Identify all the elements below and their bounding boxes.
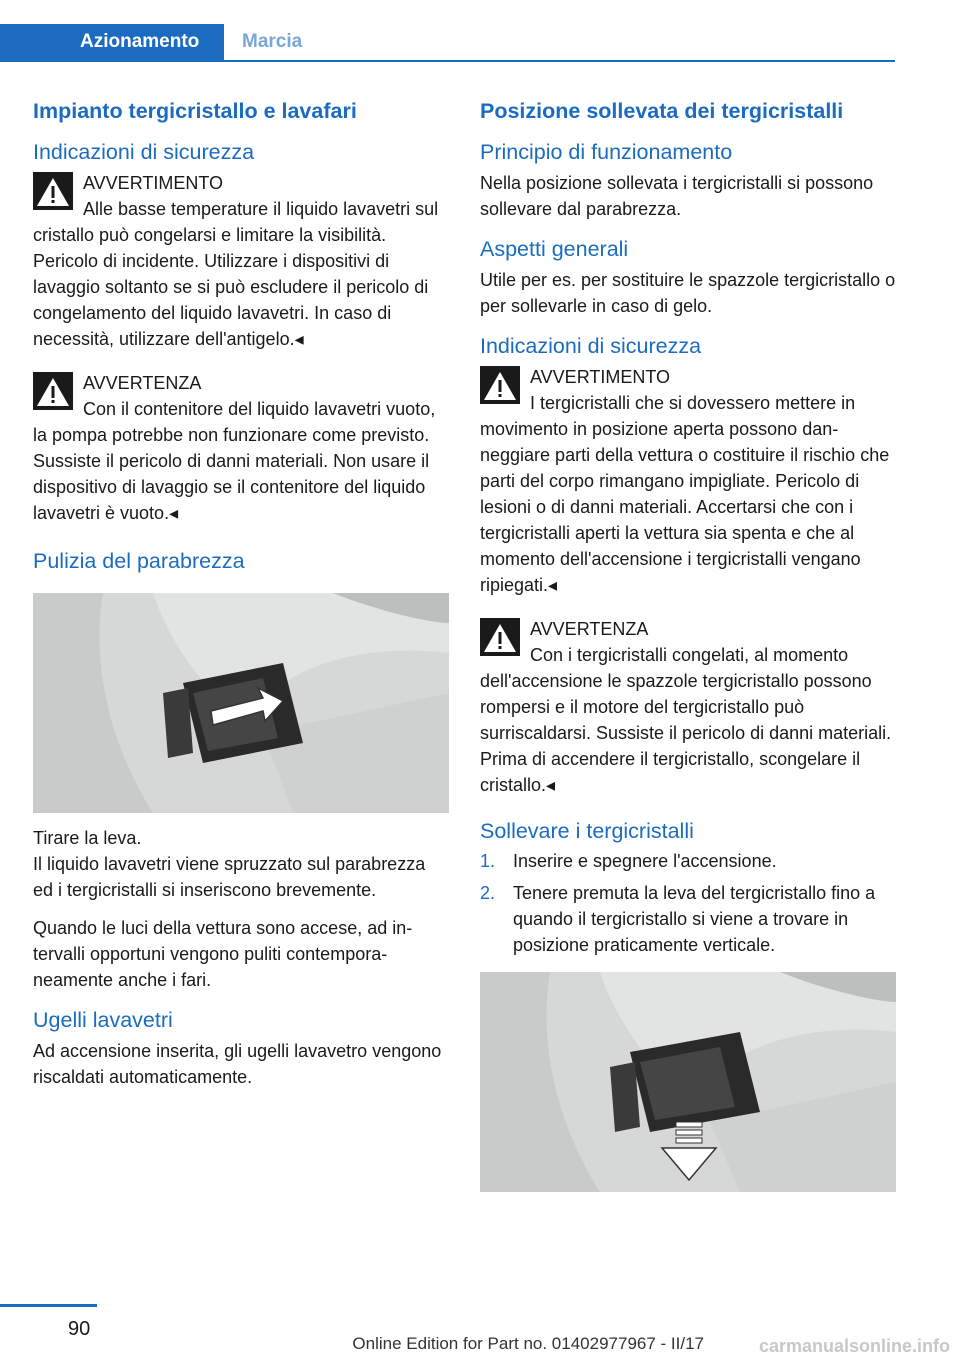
list-item bbox=[480, 880, 896, 958]
edition-text: Online Edition for Part no. 01402977967 - II/17 bbox=[352, 1334, 704, 1353]
principle-text: Nella posizione sollevata i tergicristalli si possono sollevare dal parabrezza. bbox=[480, 172, 874, 219]
section-title-wiper-system: Impianto tergicristallo e lavafari bbox=[33, 99, 357, 123]
warning-icon bbox=[33, 372, 73, 418]
heading-safety-right: Indicazioni di sicurezza bbox=[480, 333, 702, 358]
notice-text: Con i tergicristalli congelati, al momento dell'accensione le spazzole tergicristallo possono rompersi e il motore del tergicristallo può surriscaldarsi. Sussiste il pericolo di danni materiali. Prima di accendere il tergicristallo, scongelare il cristallo.◂ bbox=[480, 644, 892, 795]
notice-block bbox=[33, 370, 449, 526]
warning-title: AVVERTIMENTO bbox=[83, 172, 224, 193]
heading-principle: Principio di funzionamento bbox=[480, 139, 733, 164]
warning-text: Alle basse temperature il liquido lavavetri sul cristallo può congelarsi e limitare la visibilità. Pericolo di incidente. Utilizzare i dispositivi di lavaggio soltanto se si può escludere il pericolo di congelamento del liquido lavavetri. In caso di necessità, utilizzare dell'antigelo.◂ bbox=[33, 198, 439, 349]
heading-washer-nozzles: Ugelli lavavetri bbox=[33, 1007, 173, 1032]
header-divider bbox=[0, 60, 895, 62]
wiper-lever-pull-image bbox=[33, 593, 449, 813]
section-title-raised-position: Posizione sollevata dei tergicristalli bbox=[480, 99, 844, 123]
notice-text: Con il contenitore del liquido lavavetri vuoto, la pompa potrebbe non funzionare come previsto. Sussiste il pericolo di danni materiali. Non usare il dispositivo di lavaggio se il contenitore del liquido lavavetri è vuoto.◂ bbox=[33, 398, 436, 523]
left-column bbox=[33, 98, 449, 1090]
list-item bbox=[480, 848, 896, 874]
spray-text: Il liquido lavavetri viene spruzzato sul parabrezza ed i tergicristalli si inseriscono brevemente. bbox=[33, 853, 426, 900]
general-text: Utile per es. per sostituire le spazzole tergicristallo o per sollevarle in caso di gelo. bbox=[480, 269, 896, 316]
wiper-lever-hold-image bbox=[480, 972, 896, 1192]
notice-title: AVVERTENZA bbox=[83, 372, 202, 393]
heading-raise-wipers: Sollevare i tergicristalli bbox=[480, 818, 694, 843]
warning-icon bbox=[480, 366, 520, 412]
warning-text: I tergicristalli che si dovessero mettere in movimento in posizione aperta possono danneggiare parti della vettura o costituire il rischio che parti del corpo rimangano impigliate. Pericolo di lesioni o di danni materiali. Accertarsi che con i tergicristalli aperti la vettura sia spenta e che al momento dell'accensione i tergicristalli vengano ripiegati.◂ bbox=[480, 392, 890, 595]
steps-list bbox=[480, 848, 896, 958]
heading-clean-windshield: Pulizia del parabrezza bbox=[33, 548, 245, 573]
nozzles-text: Ad accensione inserita, gli ugelli lavavetro vengono riscaldati automaticamente. bbox=[33, 1040, 442, 1087]
footer-divider bbox=[0, 1304, 97, 1307]
page-number: 90 bbox=[68, 1318, 91, 1340]
tab-marcia[interactable]: Marcia bbox=[242, 31, 303, 52]
pull-lever-text: Tirare la leva. bbox=[33, 827, 142, 848]
warning-icon bbox=[480, 618, 520, 664]
tab-azionamento[interactable]: Azionamento bbox=[0, 24, 224, 60]
warning-block bbox=[480, 364, 896, 598]
heading-general: Aspetti generali bbox=[480, 236, 629, 261]
heading-safety-left: Indicazioni di sicurezza bbox=[33, 139, 255, 164]
watermark-text: carmanualsonline.info bbox=[758, 1336, 950, 1356]
notice-block bbox=[480, 616, 896, 798]
chapter-header bbox=[0, 0, 895, 62]
step-number: 2. bbox=[480, 883, 496, 904]
warning-block bbox=[33, 170, 449, 352]
step-text: Tenere premuta la leva del tergicristallo fino a quando il tergicristallo si viene a trovare in posizione praticamente verticale. bbox=[513, 883, 876, 956]
warning-icon bbox=[33, 172, 73, 218]
step-number: 1. bbox=[480, 851, 496, 872]
warning-title: AVVERTIMENTO bbox=[530, 366, 671, 387]
headlight-cleaning-text: Quando le luci della vettura sono accese, ad intervalli opportuni vengono puliti contemporaneamente anche i fari. bbox=[33, 917, 413, 990]
notice-title: AVVERTENZA bbox=[530, 618, 649, 639]
right-column bbox=[480, 98, 896, 1204]
step-text: Inserire e spegnere l'accensione. bbox=[513, 851, 777, 872]
